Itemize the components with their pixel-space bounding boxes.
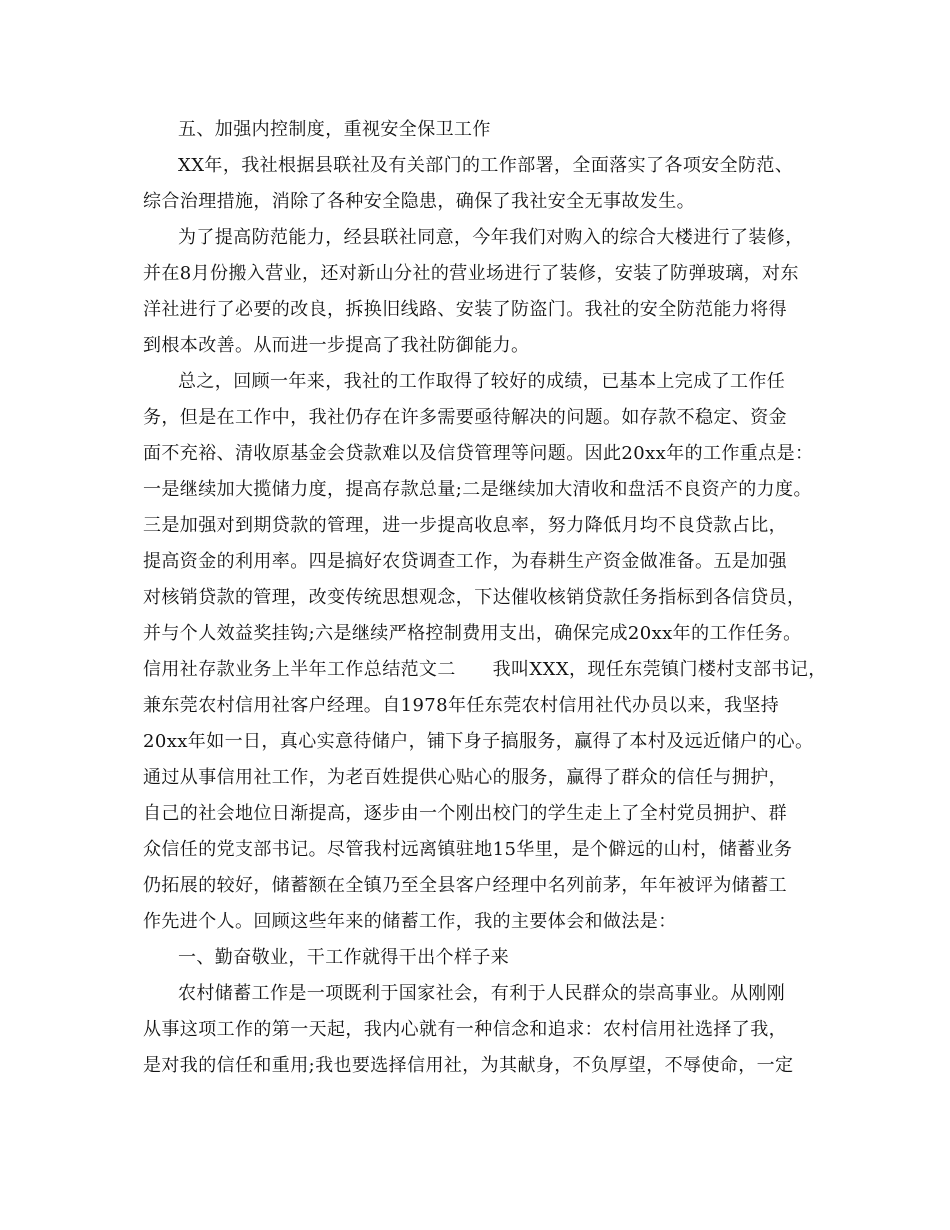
paragraph-line: 并在8月份搬入营业，还对新山分社的营业场进行了装修，安装了防弹玻璃，对东	[143, 263, 799, 284]
paragraph-line: 众信任的党支部书记。尽管我村远离镇驻地15华里，是个僻远的山村，储蓄业务	[143, 839, 793, 860]
paragraph-line: 总之，回顾一年来，我社的工作取得了较好的成绩，已基本上完成了工作任	[178, 371, 786, 392]
paragraph-line: 自己的社会地位日渐提高，逐步由一个刚出校门的学生走上了全村党员拥护、群	[143, 803, 787, 824]
paragraph-line: 从事这项工作的第一天起，我内心就有一种信念和追求：农村信用社选择了我，	[143, 1019, 787, 1040]
paragraph-line: 三是加强对到期贷款的管理，进一步提高收息率，努力降低月均不良贷款占比，	[143, 515, 787, 536]
paragraph-line: 为了提高防范能力，经县联社同意，今年我们对购入的综合大楼进行了装修，	[178, 227, 804, 248]
section-heading-5: 五、加强内控制度，重视安全保卫工作	[178, 119, 491, 140]
paragraph-line: 到根本改善。从而进一步提高了我社防御能力。	[143, 335, 530, 356]
paragraph-line: 作先进个人。回顾这些年来的储蓄工作，我的主要体会和做法是：	[143, 911, 677, 932]
paragraph-line: 20xx年如一日，真心实意待储户，铺下身子搞服务，赢得了本村及远近储户的心。	[143, 731, 814, 752]
paragraph-line: 综合治理措施，消除了各种安全隐患，确保了我社安全无事故发生。	[143, 191, 695, 212]
paragraph-line: 仍拓展的较好，储蓄额在全镇乃至全县客户经理中名列前茅，年年被评为储蓄工	[143, 875, 787, 896]
article-title-line: 信用社存款业务上半年工作总结范文二 我叫XXX，现任东莞镇门楼村支部书记，	[143, 659, 827, 680]
paragraph-line: 是对我的信任和重用;我也要选择信用社，为其献身，不负厚望，不辱使命，一定	[143, 1055, 794, 1076]
paragraph-line: 务，但是在工作中，我社仍存在许多需要亟待解决的问题。如存款不稳定、资金	[143, 407, 787, 428]
paragraph-line: 兼东莞农村信用社客户经理。自1978年任东莞农村信用社代办员以来，我坚持	[143, 695, 780, 716]
paragraph-line: 一是继续加大揽储力度，提高存款总量;二是继续加大清收和盘活不良资产的力度。	[143, 479, 812, 500]
paragraph-line: 面不充裕、清收原基金会贷款难以及信贷管理等问题。因此20xx年的工作重点是：	[143, 443, 814, 464]
paragraph-line: 并与个人效益奖挂钩;六是继续严格控制费用支出，确保完成20xx年的工作任务。	[143, 623, 802, 644]
paragraph-line: 提高资金的利用率。四是搞好农贷调查工作，为春耕生产资金做准备。五是加强	[143, 551, 787, 572]
paragraph-line: 洋社进行了必要的改良，拆换旧线路、安装了防盗门。我社的安全防范能力将得	[143, 299, 787, 320]
paragraph-line: 对核销贷款的管理，改变传统思想观念，下达催收核销贷款任务指标到各信贷员，	[143, 587, 806, 608]
section-heading-1: 一、勤奋敬业，干工作就得干出个样子来	[178, 947, 510, 968]
paragraph-line: XX年，我社根据县联社及有关部门的工作部署，全面落实了各项安全防范、	[178, 155, 794, 176]
paragraph-line: 通过从事信用社工作，为老百姓提供心贴心的服务，赢得了群众的信任与拥护，	[143, 767, 787, 788]
paragraph-line: 农村储蓄工作是一项既利于国家社会，有利于人民群众的崇高事业。从刚刚	[178, 983, 786, 1004]
